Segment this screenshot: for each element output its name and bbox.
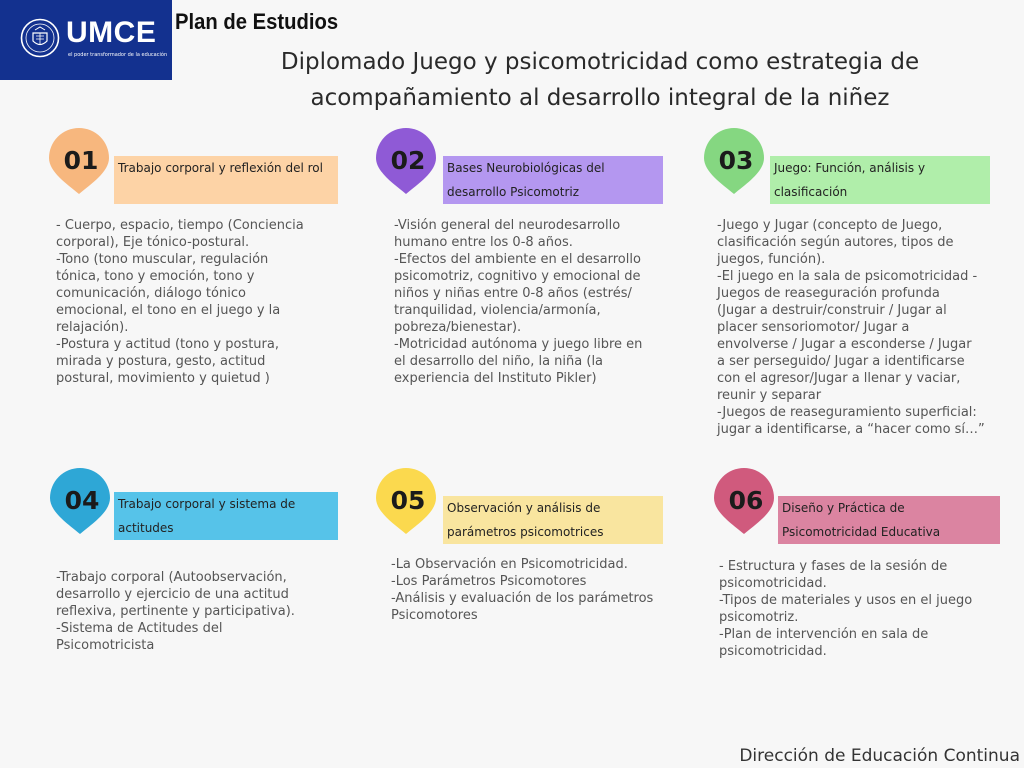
title-line-1: Diplomado Juego y psicomotricidad como estrategia de [280,49,920,75]
page-title [220,44,980,116]
module-title-band [443,156,663,204]
module-number: 02 [390,146,426,175]
title-line-2: acompañamiento al desarrollo integral de la niñez [310,85,890,111]
umce-logo [0,0,172,80]
document-label: Plan de Estudios [175,9,339,34]
module-title-band [770,156,990,204]
module-title-band [114,492,338,540]
module-description: -Juego y Jugar (concepto de Juego, clasificación según autores, tipos de juegos, función). -El juego en la sala de psicomotricidad - Juegos de reaseguración profunda (Jugar a destruir/construir / Jugar al placer sensoriomotor/ Jugar a envolverse / Jugar a esconderse / Jugar a ser perseguido/ Jugar a identificarse con el agresor/Jugar a llenar y vaciar, reunir y separar -Juegos de reaseguramiento superficial: jugar a identificarse, a “hacer como sí…” [717,218,985,437]
module-title: Observación y análisis de parámetros psicomotrices [447,501,604,539]
module-title: Juego: Función, análisis y clasificación [774,161,926,199]
university-seal-icon [20,18,60,58]
module-number: 01 [63,146,99,175]
module-title-band [114,156,338,204]
module-description: -Trabajo corporal (Autoobservación, desarrollo y ejercicio de una actitud reflexiva, pertinente y participativa). -Sistema de Actitudes del Psicomotricista [56,570,295,653]
module-title-band [778,496,1000,544]
footer-text: Dirección de Educación Continua [739,746,1020,766]
module-number: 05 [390,486,426,515]
module-number: 06 [728,486,764,515]
module-title-band [443,496,663,544]
logo-text: UMCE [66,16,157,49]
module-title: Trabajo corporal y sistema de actitudes [118,497,296,535]
module-title: Diseño y Práctica de Psicomotricidad Educativa [782,501,941,539]
module-description: - Cuerpo, espacio, tiempo (Conciencia corporal), Eje tónico-postural. -Tono (tono muscular, regulación tónica, tono y emoción, tono y comunicación, diálogo tónico emocional, el tono en el juego y la relajación). -Postura y actitud (tono y postura, mirada y postura, gesto, actitud postural, movimiento y quietud ) [56,218,304,386]
module-description: -La Observación en Psicomotricidad. -Los Parámetros Psicomotores -Análisis y evaluación de los parámetros Psicomotores [391,557,654,623]
module-number: 04 [64,486,100,515]
module-number: 03 [718,146,754,175]
module-title: Bases Neurobiológicas del desarrollo Psicomotriz [447,161,605,199]
module-description: - Estructura y fases de la sesión de psicomotricidad. -Tipos de materiales y usos en el juego psicomotriz. -Plan de intervención en sala de psicomotricidad. [719,559,973,659]
module-title: Trabajo corporal y reflexión del rol [118,161,323,175]
logo-tagline: el poder transformador de la educación [68,52,168,58]
module-description: -Visión general del neurodesarrollo humano entre los 0-8 años. -Efectos del ambiente en el desarrollo psicomotriz, cognitivo y emocional de niños y niñas entre 0-8 años (estrés/ tranquilidad, violencia/armonía, pobreza/bienestar). -Motricidad autónoma y juego libre en el desarrollo del niño, la niña (la experiencia del Instituto Pikler) [394,218,643,386]
